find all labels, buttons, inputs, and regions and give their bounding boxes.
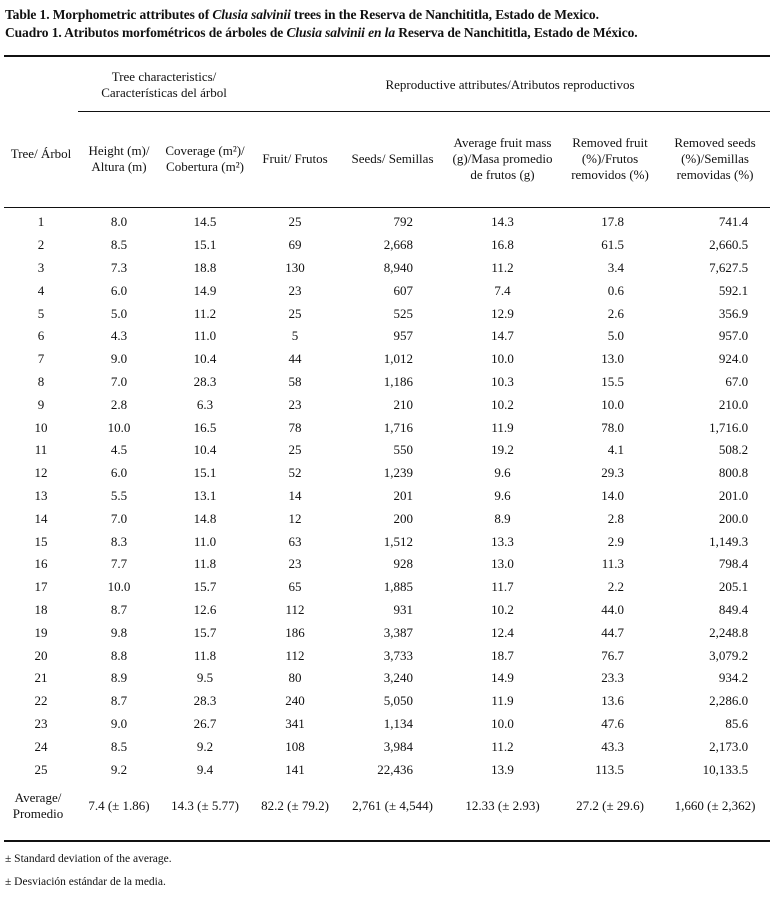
cell-coverage: 11.2 — [193, 305, 217, 321]
cell-removed-fruit: 29.3 — [601, 465, 625, 481]
cell-height: 8.7 — [110, 693, 128, 709]
cell-removed-seeds: 1,149.3 — [709, 533, 749, 549]
table-row — [4, 371, 770, 394]
cell-seeds: 201 — [393, 487, 414, 503]
cell-fruit: 25 — [288, 305, 302, 321]
cell-removed-fruit: 23.3 — [601, 670, 625, 686]
table-row — [4, 576, 770, 599]
cell-removed-fruit: 15.5 — [601, 373, 625, 389]
cell-fruit: 44 — [288, 351, 302, 367]
table-row — [4, 302, 770, 325]
cell-seeds: 1,716 — [383, 419, 414, 435]
cell-height: 9.8 — [110, 624, 128, 640]
cell-removed-seeds: 508.2 — [718, 442, 749, 458]
cell-tree: 14 — [34, 510, 48, 526]
cell-coverage: 15.1 — [193, 237, 217, 253]
cell-height: 9.2 — [110, 761, 128, 777]
cell-removed-seeds: 67.0 — [725, 373, 749, 389]
cell-fruit: 63 — [288, 533, 302, 549]
cell-fruit: 23 — [288, 282, 302, 298]
cell-height: 7.3 — [110, 259, 128, 275]
table-row — [4, 325, 770, 348]
cell-height: 8.9 — [110, 670, 128, 686]
cell-fruit-mass: 19.2 — [491, 442, 514, 458]
cell-fruit-mass: 8.9 — [494, 510, 511, 526]
cell-tree: 4 — [37, 282, 45, 298]
cell-coverage: 12.6 — [193, 601, 217, 617]
column-header-fruit-mass: Average fruit mass (g)/Masa promedio de frutos (g) — [452, 135, 553, 182]
cell-tree: 5 — [37, 305, 45, 321]
cell-height: 8.5 — [110, 237, 128, 253]
cell-fruit: 14 — [288, 487, 302, 503]
column-header-height: Height (m)/ Altura (m) — [88, 143, 150, 174]
cell-removed-seeds: 2,660.5 — [709, 237, 749, 253]
cell-fruit-mass: 9.6 — [494, 487, 511, 503]
table-row — [4, 735, 770, 758]
cell-seeds: 607 — [393, 282, 414, 298]
table-row — [4, 416, 770, 439]
cell-seeds: 22,436 — [377, 761, 414, 777]
cell-removed-seeds: 3,079.2 — [709, 647, 749, 663]
cell-fruit: 108 — [285, 738, 305, 754]
cell-removed-fruit: 78.0 — [601, 419, 625, 435]
cell-removed-fruit: 44.7 — [601, 624, 625, 640]
cell-tree: 8 — [37, 373, 45, 389]
column-header-coverage: Coverage (m²)/ Cobertura (m²) — [165, 143, 245, 174]
average-tree: Average/ Promedio — [12, 789, 64, 821]
cell-coverage: 11.8 — [193, 647, 217, 663]
table-row — [4, 279, 770, 302]
cell-tree: 22 — [34, 693, 48, 709]
cell-seeds: 1,885 — [383, 579, 414, 595]
table-row — [4, 439, 770, 462]
cell-height: 8.8 — [110, 647, 128, 663]
table-row — [4, 599, 770, 622]
column-header-tree: Tree/ Árbol — [10, 145, 72, 161]
cell-height: 7.7 — [110, 556, 128, 572]
cell-fruit: 5 — [291, 328, 299, 344]
table-title-spanish — [5, 25, 638, 41]
cell-tree: 16 — [34, 556, 48, 572]
cell-removed-fruit: 61.5 — [601, 237, 625, 253]
table-row — [4, 234, 770, 257]
average-row — [4, 781, 770, 831]
cell-removed-seeds: 2,286.0 — [709, 693, 749, 709]
cell-fruit: 78 — [288, 419, 302, 435]
column-header-fruit: Fruit/ Frutos — [262, 151, 328, 166]
table-row — [4, 667, 770, 690]
cell-seeds: 3,240 — [383, 670, 414, 686]
average-coverage: 14.3 (± 5.77) — [171, 797, 239, 813]
footnote: ± Standard deviation of the average. — [5, 853, 172, 865]
cell-fruit-mass: 16.8 — [491, 237, 514, 253]
cell-coverage: 18.8 — [193, 259, 217, 275]
cell-removed-fruit: 44.0 — [601, 601, 625, 617]
bottom-rule — [4, 840, 770, 842]
cell-coverage: 9.5 — [196, 670, 214, 686]
cell-height: 10.0 — [107, 419, 131, 435]
cell-tree: 2 — [37, 237, 45, 253]
cell-removed-seeds: 356.9 — [718, 305, 749, 321]
species-name: Clusia salvinii — [212, 7, 291, 22]
cell-fruit-mass: 12.4 — [491, 624, 514, 640]
cell-seeds: 792 — [393, 214, 414, 230]
cell-removed-fruit: 2.9 — [607, 533, 625, 549]
cell-coverage: 13.1 — [193, 487, 217, 503]
cell-tree: 7 — [37, 351, 45, 367]
cell-coverage: 11.0 — [193, 328, 217, 344]
morphometric-table — [4, 58, 770, 831]
cell-fruit-mass: 11.7 — [491, 579, 514, 595]
cell-seeds: 8,940 — [383, 259, 414, 275]
cell-fruit-mass: 10.2 — [491, 396, 514, 412]
cell-fruit: 130 — [285, 259, 305, 275]
cell-fruit: 341 — [285, 715, 305, 731]
cell-height: 8.7 — [110, 601, 128, 617]
cell-tree: 9 — [37, 396, 45, 412]
cell-removed-fruit: 5.0 — [607, 328, 625, 344]
cell-removed-seeds: 957.0 — [718, 328, 749, 344]
cell-removed-seeds: 934.2 — [718, 670, 749, 686]
cell-tree: 15 — [34, 533, 48, 549]
cell-coverage: 15.7 — [193, 624, 217, 640]
title-text: Cuadro 1. Atributos morfométricos de árboles de — [5, 25, 287, 40]
cell-height: 8.5 — [110, 738, 128, 754]
cell-coverage: 26.7 — [193, 715, 217, 731]
cell-seeds: 957 — [393, 328, 414, 344]
cell-removed-fruit: 2.2 — [607, 579, 625, 595]
average-removed-fruit: 27.2 (± 29.6) — [576, 797, 644, 813]
group-header-reproductive-attributes: Reproductive attributes/Atributos reproductivos — [385, 76, 635, 92]
cell-fruit: 25 — [288, 442, 302, 458]
cell-removed-fruit: 11.3 — [601, 556, 625, 572]
cell-coverage: 6.3 — [196, 396, 214, 412]
cell-fruit-mass: 7.4 — [494, 282, 511, 298]
cell-removed-seeds: 741.4 — [718, 214, 749, 230]
cell-seeds: 2,668 — [383, 237, 414, 253]
average-fruit: 82.2 (± 79.2) — [261, 797, 329, 813]
cell-fruit-mass: 11.9 — [491, 419, 514, 435]
table-row — [4, 758, 770, 781]
table-row — [4, 348, 770, 371]
top-rule — [4, 55, 770, 57]
cell-seeds: 1,239 — [383, 465, 414, 481]
column-header-removed-fruit: Removed fruit (%)/Frutos removidos (%) — [571, 135, 649, 182]
table-row — [4, 485, 770, 508]
cell-removed-fruit: 47.6 — [601, 715, 625, 731]
cell-fruit: 52 — [288, 465, 302, 481]
cell-fruit: 23 — [288, 556, 302, 572]
cell-tree: 3 — [37, 259, 45, 275]
cell-seeds: 928 — [393, 556, 414, 572]
cell-seeds: 1,512 — [383, 533, 414, 549]
cell-removed-fruit: 10.0 — [601, 396, 625, 412]
cell-fruit-mass: 10.0 — [491, 351, 514, 367]
cell-fruit-mass: 11.2 — [491, 259, 514, 275]
cell-fruit-mass: 14.7 — [491, 328, 514, 344]
cell-height: 5.0 — [110, 305, 128, 321]
cell-tree: 11 — [34, 442, 48, 458]
cell-tree: 19 — [34, 624, 48, 640]
cell-fruit: 80 — [288, 670, 302, 686]
cell-coverage: 9.2 — [196, 738, 214, 754]
average-seeds: 2,761 (± 4,544) — [352, 797, 433, 813]
cell-coverage: 28.3 — [193, 373, 217, 389]
table-row — [4, 713, 770, 736]
cell-height: 7.0 — [110, 373, 128, 389]
cell-height: 4.3 — [110, 328, 128, 344]
cell-coverage: 16.5 — [193, 419, 217, 435]
cell-seeds: 210 — [393, 396, 414, 412]
cell-tree: 6 — [37, 328, 45, 344]
cell-tree: 17 — [34, 579, 48, 595]
cell-removed-seeds: 7,627.5 — [709, 259, 749, 275]
table-row — [4, 621, 770, 644]
cell-removed-seeds: 800.8 — [718, 465, 749, 481]
cell-tree: 13 — [34, 487, 48, 503]
cell-seeds: 5,050 — [383, 693, 414, 709]
column-header-seeds: Seeds/ Semillas — [351, 151, 434, 166]
cell-seeds: 1,186 — [383, 373, 414, 389]
cell-coverage: 15.7 — [193, 579, 217, 595]
table-row — [4, 207, 770, 234]
cell-coverage: 10.4 — [193, 442, 217, 458]
cell-removed-seeds: 798.4 — [718, 556, 749, 572]
table-row — [4, 530, 770, 553]
cell-removed-fruit: 3.4 — [607, 259, 625, 275]
cell-tree: 25 — [34, 761, 48, 777]
average-removed-seeds: 1,660 (± 2,362) — [674, 797, 756, 813]
cell-coverage: 14.5 — [193, 214, 217, 230]
cell-height: 8.0 — [110, 214, 128, 230]
cell-removed-seeds: 200.0 — [718, 510, 749, 526]
cell-removed-fruit: 2.6 — [607, 305, 625, 321]
cell-fruit-mass: 9.6 — [494, 465, 511, 481]
table-row — [4, 257, 770, 280]
cell-fruit-mass: 18.7 — [491, 647, 514, 663]
cell-fruit: 112 — [285, 647, 305, 663]
cell-removed-seeds: 201.0 — [718, 487, 749, 503]
title-text: trees in the Reserva de Nanchititla, Estado de Mexico. — [290, 7, 599, 22]
cell-fruit-mass: 11.2 — [491, 738, 514, 754]
cell-removed-seeds: 85.6 — [725, 715, 749, 731]
cell-removed-fruit: 2.8 — [607, 510, 625, 526]
cell-removed-fruit: 17.8 — [601, 214, 625, 230]
cell-coverage: 11.0 — [193, 533, 217, 549]
cell-height: 2.8 — [110, 396, 128, 412]
cell-fruit-mass: 10.3 — [491, 373, 514, 389]
table-row — [4, 644, 770, 667]
table-row — [4, 507, 770, 530]
cell-tree: 24 — [34, 738, 48, 754]
cell-coverage: 15.1 — [193, 465, 217, 481]
cell-fruit: 69 — [288, 237, 302, 253]
column-header-removed-seeds: Removed seeds (%)/Semillas removidas (%) — [674, 135, 756, 182]
cell-removed-fruit: 13.6 — [601, 693, 625, 709]
cell-tree: 18 — [34, 601, 48, 617]
cell-fruit-mass: 10.0 — [491, 715, 514, 731]
average-fruit-mass: 12.33 (± 2.93) — [465, 797, 540, 813]
cell-removed-fruit: 4.1 — [607, 442, 625, 458]
cell-removed-fruit: 13.0 — [601, 351, 625, 367]
cell-fruit-mass: 14.9 — [491, 670, 514, 686]
table-row — [4, 393, 770, 416]
cell-fruit-mass: 13.9 — [491, 761, 514, 777]
cell-coverage: 10.4 — [193, 351, 217, 367]
cell-removed-seeds: 2,248.8 — [709, 624, 749, 640]
average-height: 7.4 (± 1.86) — [88, 797, 150, 813]
cell-seeds: 1,134 — [383, 715, 414, 731]
cell-removed-fruit: 43.3 — [601, 738, 625, 754]
cell-tree: 1 — [37, 214, 45, 230]
cell-fruit: 141 — [285, 761, 305, 777]
cell-fruit: 112 — [285, 601, 305, 617]
cell-fruit: 186 — [285, 624, 305, 640]
cell-removed-fruit: 14.0 — [601, 487, 625, 503]
cell-tree: 23 — [34, 715, 48, 731]
cell-fruit-mass: 13.0 — [491, 556, 514, 572]
cell-height: 7.0 — [110, 510, 128, 526]
title-text: Table 1. Morphometric attributes of — [5, 7, 213, 22]
cell-fruit: 23 — [288, 396, 302, 412]
group-header-tree-characteristics: Tree characteristics/ Características del árbol — [101, 68, 227, 100]
cell-seeds: 525 — [393, 305, 414, 321]
cell-height: 9.0 — [110, 715, 128, 731]
cell-tree: 10 — [34, 419, 48, 435]
cell-removed-fruit: 76.7 — [601, 647, 625, 663]
cell-fruit-mass: 12.9 — [491, 305, 514, 321]
cell-seeds: 3,733 — [383, 647, 414, 663]
cell-removed-seeds: 849.4 — [718, 601, 749, 617]
cell-fruit-mass: 13.3 — [491, 533, 514, 549]
cell-fruit: 12 — [288, 510, 302, 526]
cell-removed-fruit: 0.6 — [607, 282, 625, 298]
cell-tree: 20 — [34, 647, 48, 663]
cell-height: 6.0 — [110, 282, 128, 298]
cell-coverage: 28.3 — [193, 693, 217, 709]
cell-height: 5.5 — [110, 487, 128, 503]
cell-removed-seeds: 210.0 — [718, 396, 749, 412]
cell-seeds: 200 — [393, 510, 414, 526]
species-name: Clusia salvinii en la — [286, 25, 395, 40]
cell-removed-seeds: 924.0 — [718, 351, 749, 367]
cell-tree: 21 — [34, 670, 48, 686]
cell-height: 9.0 — [110, 351, 128, 367]
cell-coverage: 9.4 — [196, 761, 214, 777]
cell-coverage: 14.8 — [193, 510, 217, 526]
cell-removed-fruit: 113.5 — [595, 761, 625, 777]
cell-height: 8.3 — [110, 533, 128, 549]
cell-fruit: 65 — [288, 579, 302, 595]
cell-fruit: 25 — [288, 214, 302, 230]
table-row — [4, 462, 770, 485]
cell-fruit-mass: 11.9 — [491, 693, 514, 709]
cell-height: 10.0 — [107, 579, 131, 595]
footnote: ± Desviación estándar de la media. — [5, 876, 166, 888]
cell-removed-seeds: 592.1 — [718, 282, 749, 298]
cell-fruit: 240 — [285, 693, 305, 709]
table-row — [4, 690, 770, 713]
cell-seeds: 931 — [393, 601, 414, 617]
title-text: Reserva de Nanchititla, Estado de México. — [395, 25, 638, 40]
cell-height: 4.5 — [110, 442, 128, 458]
table-row — [4, 553, 770, 576]
cell-fruit-mass: 14.3 — [491, 214, 514, 230]
cell-seeds: 550 — [393, 442, 414, 458]
cell-fruit: 58 — [288, 373, 302, 389]
cell-fruit-mass: 10.2 — [491, 601, 514, 617]
cell-tree: 12 — [34, 465, 48, 481]
cell-removed-seeds: 205.1 — [718, 579, 749, 595]
cell-removed-seeds: 10,133.5 — [702, 761, 749, 777]
cell-seeds: 3,387 — [383, 624, 414, 640]
cell-seeds: 3,984 — [383, 738, 414, 754]
cell-coverage: 11.8 — [193, 556, 217, 572]
cell-removed-seeds: 2,173.0 — [709, 738, 749, 754]
cell-removed-seeds: 1,716.0 — [709, 419, 749, 435]
table-title-english — [5, 7, 599, 23]
cell-seeds: 1,012 — [383, 351, 414, 367]
cell-coverage: 14.9 — [193, 282, 217, 298]
cell-height: 6.0 — [110, 465, 128, 481]
